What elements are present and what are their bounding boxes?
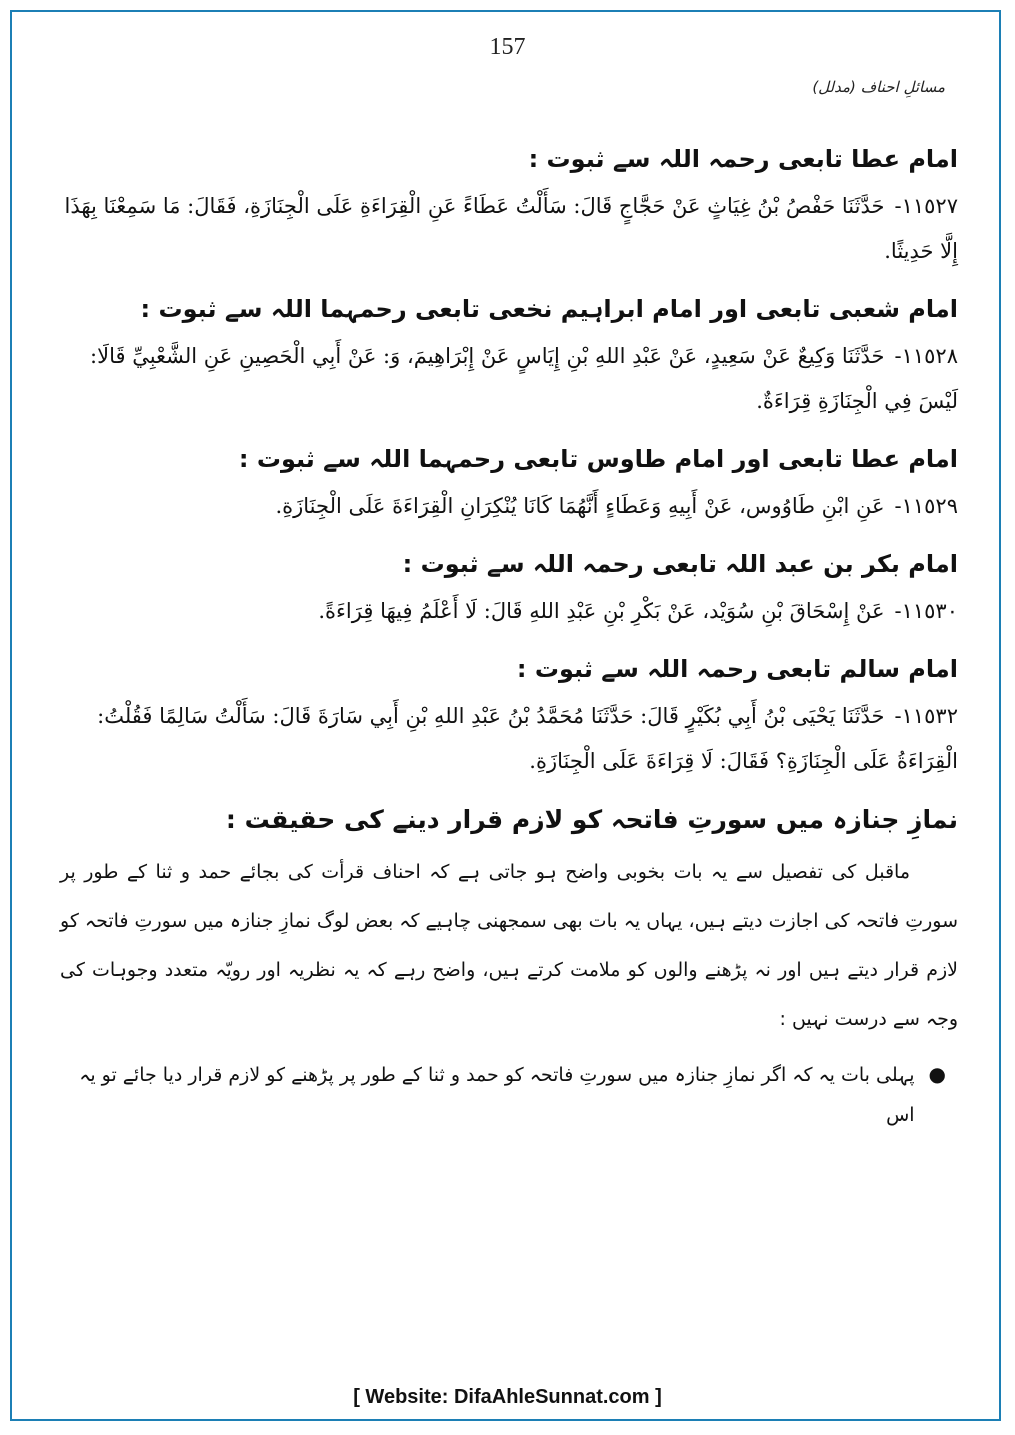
- discussion-heading: نمازِ جنازہ میں سورتِ فاتحہ کو لازم قرار دینے کی حقیقت :: [225, 805, 958, 834]
- page-content: [60, 140, 958, 1135]
- hadith-arabic: عَنِ ابْنِ طَاوُوس، عَنْ أَبِيهِ وَعَطَاءٍ أَنَّهُمَا كَانَا يُنْكِرَانِ الْقِرَاءَةَ عَلَى الْجِنَازَةِ.: [275, 494, 885, 518]
- hadith-arabic: حَدَّثَنَا يَحْيَى بْنُ أَبِي بُكَيْرٍ قَالَ: حَدَّثَنَا مُحَمَّدُ بْنُ عَبْدِ اللهِ بْنِ أَبِي سَارَةَ قَالَ: سَأَلْتُ سَالِمًا فَقُلْتُ: الْقِرَاءَةُ عَلَى الْجِنَازَةِ؟ فَقَالَ: لَا قِرَاءَةَ عَلَى الْجِنَازَةِ.: [97, 704, 958, 773]
- section-heading: امام سالم تابعی رحمہ اللہ سے ثبوت :: [516, 655, 958, 683]
- section-salim: [60, 650, 958, 784]
- hadith-text: [60, 484, 958, 529]
- bullet-item: [60, 1054, 958, 1135]
- page-number: 157: [489, 34, 526, 60]
- hadith-number: ١١٥٣٠-: [894, 599, 958, 623]
- hadith-number: ١١٥٣٢-: [894, 704, 958, 728]
- hadith-arabic: حَدَّثَنَا حَفْصُ بْنُ غِيَاثٍ عَنْ حَجَّاجٍ قَالَ: سَأَلْتُ عَطَاءً عَنِ الْقِرَاءَةِ عَلَى الْجِنَازَةِ، فَقَالَ: مَا سَمِعْنَا بِهَذَا إِلَّا حَدِيثًا.: [64, 194, 958, 263]
- section-bakr: [60, 545, 958, 634]
- book-title: مسائلِ احناف (مدلل): [812, 78, 945, 96]
- hadith-text: [60, 334, 958, 424]
- bullet-text: پہلی بات یہ کہ اگر نمازِ جنازہ میں سورتِ فاتحہ کو حمد و ثنا کے طور پر پڑھنے کو لازم قرار دیا جائے تو یہ اس: [79, 1064, 915, 1126]
- hadith-text: [60, 184, 958, 274]
- bullet-icon: ●: [928, 1062, 946, 1086]
- section-heading: امام شعبی تابعی اور امام ابراہیم نخعی تابعی رحمہما اللہ سے ثبوت :: [140, 295, 958, 323]
- hadith-text: [60, 694, 958, 784]
- hadith-arabic: حَدَّثَنَا وَكِيعٌ عَنْ سَعِيدٍ، عَنْ عَبْدِ اللهِ بْنِ إِيَاسٍ عَنْ إِبْرَاهِيمَ، وَ: عَنْ أَبِي الْحَصِينِ عَنِ الشَّعْبِيِّ قَالَا: لَيْسَ فِي الْجِنَازَةِ قِرَاءَةٌ.: [90, 344, 958, 413]
- discussion-paragraph: ماقبل کی تفصیل سے یہ بات بخوبی واضح ہو جاتی ہے کہ احناف قرأت کی بجائے حمد و ثنا کے طور پر سورتِ فاتحہ کی اجازت دیتے ہیں، یہاں یہ بات بھی سمجھنی چاہیے کہ بعض لوگ نمازِ جنازہ میں سورتِ فاتحہ کو لازم قرار دیتے ہیں اور نہ پڑھنے والوں کو ملامت کرتے ہیں، واضح رہے کہ یہ نظریہ اور رویّہ متعدد وجوہات کی وجہ سے درست نہیں :: [60, 861, 958, 1030]
- discussion-section: [60, 800, 958, 1135]
- section-ata-tawus: [60, 440, 958, 529]
- hadith-text: [60, 589, 958, 634]
- hadith-number: ١١٥٢٨-: [894, 344, 958, 368]
- section-ata: [60, 140, 958, 274]
- hadith-number: ١١٥٢٩-: [894, 494, 958, 518]
- website-footer: [ Website: DifaAhleSunnat.com ]: [353, 1386, 662, 1408]
- section-heading: امام عطا تابعی اور امام طاوس تابعی رحمہما اللہ سے ثبوت :: [238, 445, 958, 473]
- section-shabi-ibrahim: [60, 290, 958, 424]
- hadith-arabic: عَنْ إِسْحَاقَ بْنِ سُوَيْد، عَنْ بَكْرِ بْنِ عَبْدِ اللهِ قَالَ: لَا أَعْلَمُ فِيهَا قِرَاءَةً.: [318, 599, 885, 623]
- section-heading: امام بکر بن عبد اللہ تابعی رحمہ اللہ سے ثبوت :: [402, 550, 958, 578]
- hadith-number: ١١٥٢٧-: [894, 194, 958, 218]
- section-heading: امام عطا تابعی رحمہ اللہ سے ثبوت :: [528, 145, 958, 173]
